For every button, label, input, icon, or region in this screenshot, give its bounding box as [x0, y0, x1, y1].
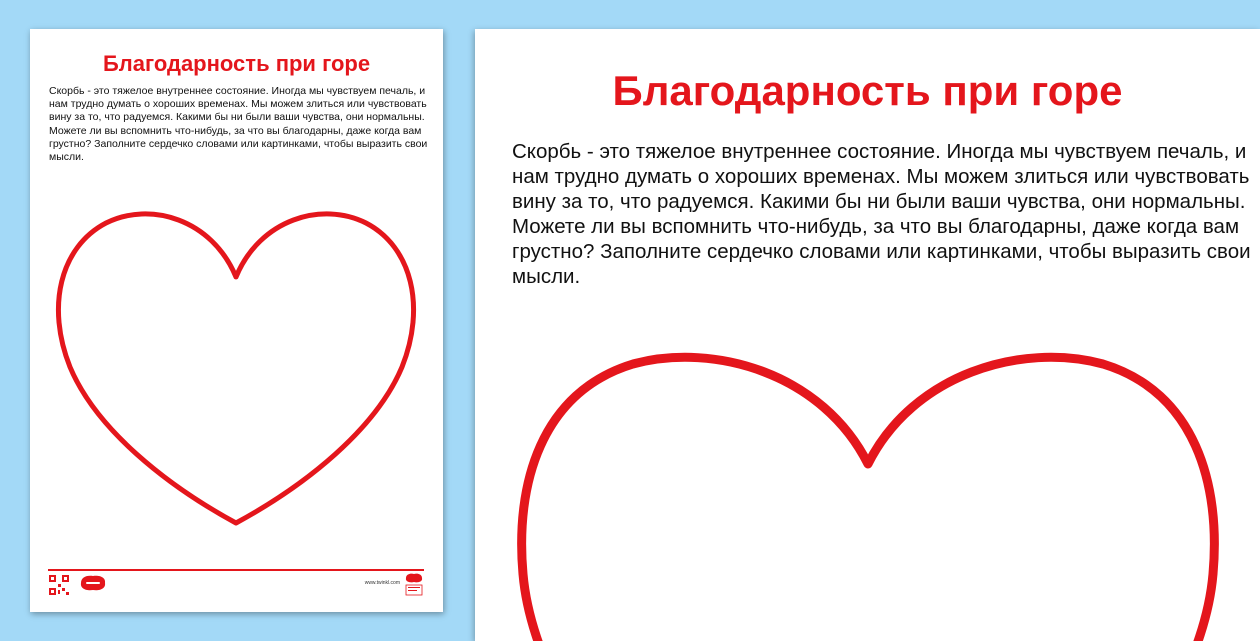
worksheet-instructions: Скорбь - это тяжелое внутреннее состояние. Иногда мы чувствуем печаль, и нам трудно думать о хороших временах. Мы можем злиться или чувствовать вину за то, что радуемся. Какими бы ни были ваши чувства, они нормальны. Можете ли вы вспомнить что-нибудь, за что вы благодарны, даже когда вам грустно? Заполните сердечко словами или картинками, чтобы выразить свои мысли.	[49, 85, 428, 164]
footer-url[interactable]: www.twinkl.com	[364, 580, 400, 586]
twinkl-logo-icon	[78, 574, 108, 592]
heart-outline-icon	[505, 334, 1235, 641]
qr-code-icon	[48, 574, 70, 596]
preview-instructions: Скорбь - это тяжелое внутреннее состояние. Иногда мы чувствуем печаль, и нам трудно думать о хороших временах. Мы можем злиться или чувствовать вину за то, что радуемся. Какими бы ни были ваши чувства, они нормальны. Можете ли вы вспомнить что-нибудь, за что вы благодарны, даже когда вам грустно? Заполните сердечко словами или картинками, чтобы выразить свои мысли.	[512, 140, 1251, 288]
worksheet-preview	[475, 29, 1260, 641]
worksheet-thumbnail[interactable]	[30, 29, 443, 612]
heart-outline-icon	[48, 189, 424, 535]
preview-title: Благодарность при горе	[612, 67, 1123, 114]
footer-divider	[48, 569, 424, 571]
worksheet-title: Благодарность при горе	[102, 51, 371, 76]
badge-logo-icon	[403, 572, 425, 598]
